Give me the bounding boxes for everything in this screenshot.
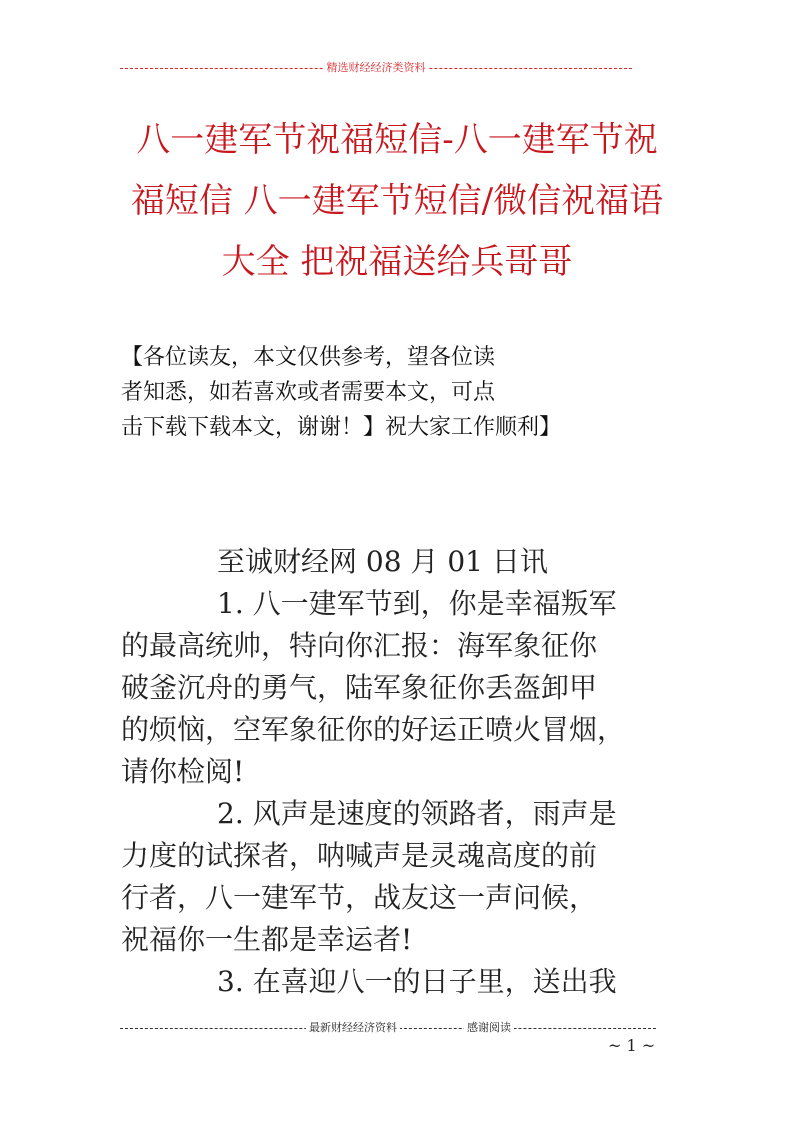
title-line: 福短信 八一建军节短信/微信祝福语 (130, 181, 664, 221)
page-footer (120, 1018, 656, 1036)
footer-label: 感谢阅读 (464, 1019, 514, 1035)
notice-line: 【各位读友，本文仅供参考，望各位读 (121, 345, 496, 370)
body-line: 祝福你一生都是幸运者! (121, 923, 413, 956)
body-line: 行者，八一建军节，战友这一声问候， (121, 881, 598, 914)
article-body (121, 541, 676, 1003)
dateline: 至诚财经网 08 月 01 日讯 (217, 545, 548, 578)
body-line: 1. 八一建军节到，你是幸福叛军 (217, 587, 617, 620)
notice-line: 者知悉，如若喜欢或者需要本文，可点 (121, 380, 496, 405)
body-line: 的烦恼，空军象征你的好运正喷火冒烟， (121, 713, 626, 746)
body-line: 破釜沉舟的勇气，陆军象征你丢盔卸甲 (121, 671, 598, 704)
body-line: 请你检阅! (121, 755, 245, 788)
body-line: 的最高统帅，特向你汇报：海军象征你 (121, 629, 598, 662)
body-line: 力度的试探者，呐喊声是灵魂高度的前 (121, 839, 598, 872)
title-line: 大全 把祝福送给兵哥哥 (221, 242, 573, 282)
page-header (120, 58, 632, 76)
title-line: 八一建军节祝福短信-八一建军节祝 (136, 120, 658, 160)
document-title (100, 110, 694, 293)
notice-line: 击下载下载本文，谢谢！】祝大家工作顺利】 (121, 415, 562, 440)
body-line: 3. 在喜迎八一的日子里，送出我 (217, 965, 617, 998)
header-label: 精选财经经济类资料 (324, 59, 429, 75)
footer-label: 最新财经经济资料 (306, 1019, 400, 1035)
reader-notice (121, 340, 561, 445)
body-line: 2. 风声是速度的领路者，雨声是 (217, 797, 617, 830)
page-number: ~ 1 ~ (608, 1036, 656, 1055)
